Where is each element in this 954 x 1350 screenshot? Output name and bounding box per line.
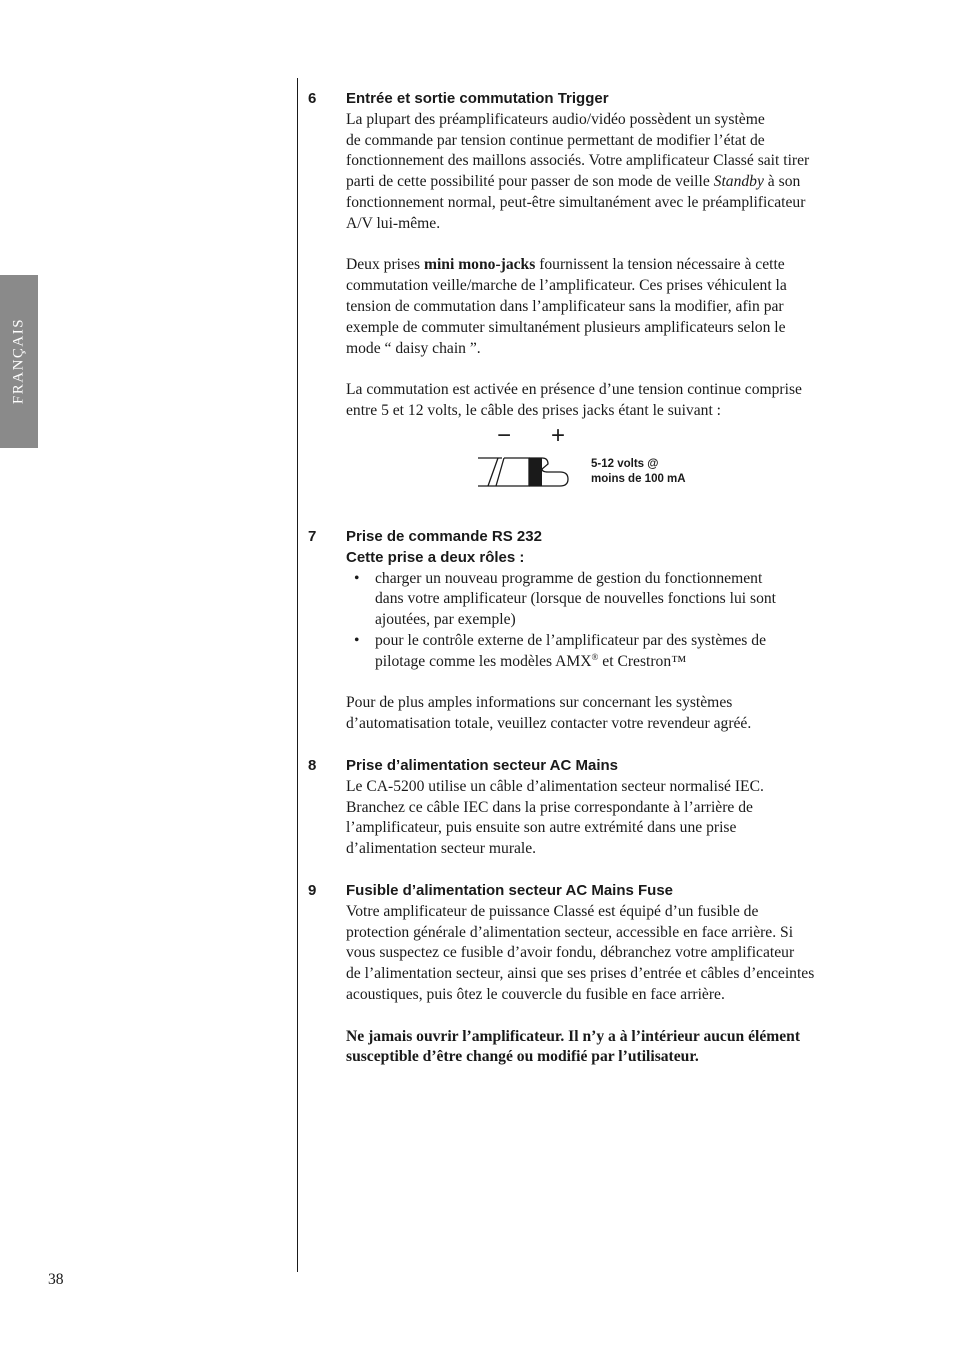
text-line xyxy=(375,652,858,673)
section-subtitle: Cette prise a deux rôles : xyxy=(346,548,525,566)
section-title: Prise d’alimentation secteur AC Mains xyxy=(346,757,619,774)
section-number: 7 xyxy=(308,528,317,545)
section-6 xyxy=(308,89,858,422)
text-line: charger un nouveau programme de gestion du fonctionnement xyxy=(375,569,763,587)
jack-plug-diagram xyxy=(474,425,714,495)
text-line: La commutation est activée en présence d’une tension continue comprise xyxy=(346,381,802,399)
text-line: acoustiques, puis ôtez le couvercle du fusible en face arrière. xyxy=(346,985,725,1003)
text-line: l’amplificateur, puis ensuite son autre extrémité dans une prise xyxy=(346,819,737,837)
bullet-icon: • xyxy=(354,631,360,649)
text-line: de commande par tension continue permettant de modifier l’état de xyxy=(346,131,765,149)
italic-term: Standby xyxy=(713,173,764,191)
text-line: fonctionnement des maillons associés. Votre amplificateur Classé sait tirer xyxy=(346,152,810,170)
section-number: 6 xyxy=(308,90,317,107)
text-run: à son xyxy=(763,173,801,191)
text-run: Deux prises xyxy=(346,256,424,274)
jack-ring-band xyxy=(529,458,542,486)
text-line: Votre amplificateur de puissance Classé est équipé d’un fusible de xyxy=(346,902,759,920)
text-line: Pour de plus amples informations sur concernant les systèmes xyxy=(346,694,733,712)
registered-mark: ® xyxy=(591,651,599,662)
section-number: 8 xyxy=(308,757,317,774)
plus-symbol: + xyxy=(550,425,566,449)
warning-paragraph xyxy=(346,1027,858,1069)
language-tab xyxy=(0,275,38,448)
text-line: d’alimentation secteur murale. xyxy=(346,840,537,858)
text-run: et Crestron™ xyxy=(598,652,687,670)
paragraph xyxy=(346,902,858,1006)
voltage-label-line: moins de 100 mA xyxy=(591,473,686,485)
text-line: susceptible d’être changé ou modifié par l’utilisateur. xyxy=(346,1048,699,1066)
text-line xyxy=(346,172,858,193)
paragraph xyxy=(346,380,858,422)
paragraph xyxy=(346,777,858,860)
bold-term: mini mono-jacks xyxy=(423,256,536,274)
section-title: Entrée et sortie commutation Trigger xyxy=(346,90,609,107)
page-number: 38 xyxy=(48,1271,64,1288)
bullet-list xyxy=(346,569,858,673)
text-run: parti de cette possibilité pour passer de son mode de veille xyxy=(346,173,714,191)
paragraph xyxy=(346,693,858,735)
text-line: vous suspectez ce fusible d’avoir fondu, débranchez votre amplificateur xyxy=(346,944,795,962)
language-tab-label: FRANÇAIS xyxy=(10,317,27,405)
text-line: ajoutées, par exemple) xyxy=(375,611,516,629)
text-run: fournissent la tension nécessaire à cette xyxy=(535,256,785,274)
text-line xyxy=(346,255,858,276)
bullet-icon: • xyxy=(354,569,360,587)
section-title: Prise de commande RS 232 xyxy=(346,528,542,545)
text-line: mode “ daisy chain ”. xyxy=(346,339,481,357)
text-run: pilotage comme les modèles AMX xyxy=(375,652,592,670)
section-8 xyxy=(308,756,858,860)
text-line: fonctionnement normal, peut-être simultanément avec le préamplificateur xyxy=(346,193,806,211)
text-line: Branchez ce câble IEC dans la prise correspondante à l’arrière de xyxy=(346,798,753,816)
text-line: tension de commutation dans l’amplificateur sans la modifier, afin par xyxy=(346,297,784,315)
text-line: pour le contrôle externe de l’amplificateur par des systèmes de xyxy=(375,631,766,649)
jack-plug-shape xyxy=(478,458,568,486)
list-item xyxy=(346,631,858,673)
text-line: protection générale d’alimentation secteur, accessible en face arrière. Si xyxy=(346,923,794,941)
section-7 xyxy=(308,527,858,735)
text-line: Le CA-5200 utilise un câble d’alimentation secteur normalisé IEC. xyxy=(346,777,764,795)
text-line: entre 5 et 12 volts, le câble des prises jacks étant le suivant : xyxy=(346,401,722,419)
text-line: La plupart des préamplificateurs audio/vidéo possèdent un système xyxy=(346,110,765,128)
section-title: Fusible d’alimentation secteur AC Mains Fuse xyxy=(346,882,674,899)
section-9 xyxy=(308,881,858,1068)
section-number: 9 xyxy=(308,882,317,899)
list-item xyxy=(346,569,858,631)
text-line: commutation veille/marche de l’amplificateur. Ces prises véhiculent la xyxy=(346,277,787,295)
voltage-label-line: 5-12 volts @ xyxy=(591,458,659,470)
text-line: de l’alimentation secteur, ainsi que ses prises d’entrée et câbles d’enceintes xyxy=(346,965,815,983)
text-line: dans votre amplificateur (lorsque de nouvelles fonctions lui sont xyxy=(375,590,777,608)
paragraph xyxy=(346,255,858,359)
text-line: d’automatisation totale, veuillez contacter votre revendeur agréé. xyxy=(346,715,752,733)
paragraph xyxy=(346,110,858,235)
text-line: A/V lui-même. xyxy=(346,214,441,232)
text-line: Ne jamais ouvrir l’amplificateur. Il n’y a à l’intérieur aucun élément xyxy=(346,1027,801,1045)
minus-symbol: − xyxy=(496,425,512,449)
voltage-label xyxy=(591,457,686,487)
vertical-rule xyxy=(297,78,298,1272)
text-line: exemple de commuter simultanément plusieurs amplificateurs selon le xyxy=(346,318,786,336)
